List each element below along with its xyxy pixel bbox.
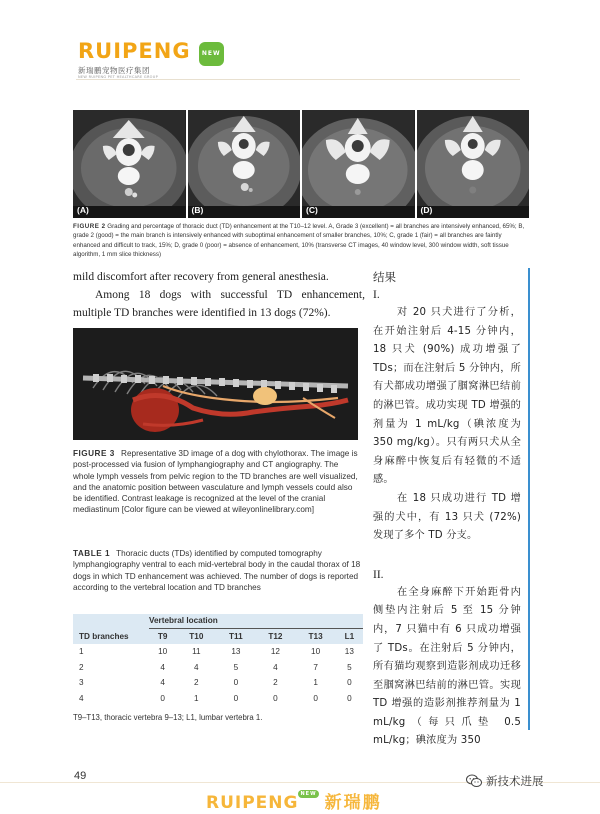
figure2-caption-text: Grading and percentage of thoracic duct (TD) enhancement at the T10–12 level. A, Grade 3 (excellent) = all branches are intensively enhanced, 65%; B, grade 2 (good) = the main branch is intensively enhanced with suboptimal enhancement of smaller branches, 10%; C, grade 1 (fair) = all branches are faintly enhanced and difficult to track, 15%; D, grade 0 (poor) = absence of enhancement, 10% (transverse CT images, 40 window level, 300 window width, soft tissue algorithm, 1 mm slice thickness): [73, 223, 525, 258]
table-row: [73, 660, 363, 676]
table-cell: 3: [79, 678, 84, 688]
ct-panel-a: [73, 110, 186, 218]
table-row: [73, 691, 363, 707]
section-number-1: I.: [373, 289, 380, 301]
table-cell: 0: [233, 678, 239, 688]
table-cell: 1: [79, 647, 84, 657]
table-cell: 4: [160, 678, 165, 688]
table-row: [73, 675, 363, 691]
table1-caption-label: TABLE 1: [73, 549, 111, 558]
panel-label-b: (B): [191, 205, 204, 215]
table-cell: 12: [270, 647, 280, 657]
figure3-3d-image: [73, 328, 358, 440]
figure3-caption-text: Representative 3D image of a dog with chylothorax. The image is post-processed via fusion of lymphangiography and CT angiography. The whole lymph vessels from pelvic region to the TD branches are well visualized, and the anatomic position between vasculature and lymph vessels could also be identified. Contrast leakage is recognized at the level of the cranial mediastinum [Color figure can be viewed at wileyonlinelibrary.com]: [73, 449, 358, 515]
panel-label-d: (D): [420, 205, 433, 215]
brand-logo: [78, 40, 224, 80]
ct-panel-d: [417, 110, 530, 218]
table-cell: 4: [194, 662, 199, 672]
table-cell: 1: [313, 678, 318, 688]
table-cell: 0: [233, 693, 239, 703]
table-cell: 4: [273, 662, 278, 672]
right-column: [373, 268, 521, 751]
results-paragraph-2: 在 18 只成功进行 TD 增强的犬中，有 13 只犬 (72%) 发现了多个 TD 分支。: [373, 492, 521, 542]
table-cell: 0: [313, 693, 318, 703]
table-cell: 11: [192, 647, 201, 657]
footer-logo: [206, 788, 382, 813]
section-number-2: II.: [373, 568, 384, 581]
table1-row-header: TD branches: [79, 631, 129, 641]
page-number: 49: [74, 770, 87, 782]
table1-footnote: T9–T13, thoracic vertebra 9–13; L1, lumbar vertebra 1.: [73, 713, 263, 722]
logo-subtitle: 新瑞鹏宠物医疗集团: [78, 66, 150, 75]
table-cell: 0: [347, 693, 352, 703]
body-line-1: mild discomfort after recovery from general anesthesia.: [73, 271, 329, 283]
footer-logo-wordmark: RUIPENG: [206, 793, 299, 813]
table-cell: 2: [194, 678, 199, 688]
table1: [73, 614, 363, 706]
results-heading: 结果: [373, 270, 396, 284]
table-cell: 5: [233, 662, 239, 672]
table1-col-header: L1: [344, 631, 355, 641]
table1-col-header: T10: [189, 631, 204, 641]
table-cell: 1: [194, 693, 199, 703]
figure2-caption: [73, 222, 529, 259]
table-cell: 5: [347, 662, 352, 672]
logo-subtitle-en: NEW RUIPENG PET HEALTHCARE GROUP: [78, 75, 159, 79]
results-paragraph-3: 在全身麻醉下开始距骨内侧垫内注射后 5 至 15 分钟内，7 只猫中有 6 只成功增强了 TDs。在注射后 5 分钟内，所有猫均观察到造影剂成功迁移至腘窝淋巴结前的淋巴管。实现 TD 增强的造影剂推荐剂量为 1 mL/kg（每只爪垫 0.5 mL/kg；碘浓度为 350: [373, 586, 521, 747]
figure2-ct-panels: [73, 110, 529, 218]
table1-group-header: Vertebral location: [149, 614, 363, 628]
table1-col-header: T9: [157, 631, 168, 641]
figure3-caption: [73, 448, 358, 516]
body-paragraph-2: Among 18 dogs with successful TD enhancement, multiple TD branches were identified in 13 dogs (72%).: [73, 289, 365, 319]
logo-wordmark: RUIPENG: [78, 39, 191, 63]
table-cell: 10: [158, 647, 168, 657]
left-column: [73, 268, 365, 322]
table-cell: 4: [79, 693, 84, 703]
table-cell: 0: [347, 678, 352, 688]
table-cell: 0: [273, 693, 278, 703]
panel-label-a: (A): [77, 205, 89, 215]
table1-col-header: T11: [229, 631, 243, 641]
table-cell: 0: [160, 693, 165, 703]
table1-caption-text: Thoracic ducts (TDs) identified by computed tomography lymphangiography ventral to each mid-vertebral body in the caudal thorax of 18 dogs in which TD enhancement was achieved. The number of dogs is reported according to the vertebral location and TD branches: [73, 549, 361, 592]
table-cell: 4: [160, 662, 165, 672]
figure3-caption-label: FIGURE 3: [73, 449, 115, 458]
table1-col-header: T12: [268, 631, 283, 641]
ct-panel-c: [302, 110, 415, 218]
watermark-text: 新技术进展: [486, 774, 544, 788]
ct-panel-b: [188, 110, 301, 218]
table-cell: 13: [344, 647, 354, 657]
logo-badge: NEW: [199, 42, 224, 66]
results-paragraph-1: 对 20 只犬进行了分析，在开始注射后 4-15 分钟内，18 只犬 (90%) 成功增强了 TDs；而在注射后 5 分钟内，所有犬都成功增强了腘窝淋巴结前的淋巴管。成功实现 TD 增强的剂量为 1 mL/kg（碘浓度为 350 mg/kg）。只有两只犬从全身麻醉中恢复后有轻微的不适感。: [373, 307, 521, 486]
table1-col-header: T13: [308, 631, 323, 641]
figure2-caption-label: FIGURE 2: [73, 223, 106, 230]
wechat-watermark: [466, 773, 544, 789]
footer-logo-cn: 新瑞鹏: [324, 793, 382, 813]
table-cell: 7: [313, 662, 318, 672]
right-column-accent-bar: [528, 268, 530, 730]
footer-logo-badge: NEW: [300, 791, 317, 797]
table-row: [73, 644, 363, 660]
table-cell: 2: [79, 662, 84, 672]
header-divider: [76, 79, 520, 80]
wechat-icon: [466, 774, 482, 788]
table-cell: 13: [231, 647, 241, 657]
table-cell: 2: [273, 678, 278, 688]
table1-caption: [73, 548, 363, 593]
table-cell: 10: [311, 647, 321, 657]
panel-label-c: (C): [306, 205, 318, 215]
